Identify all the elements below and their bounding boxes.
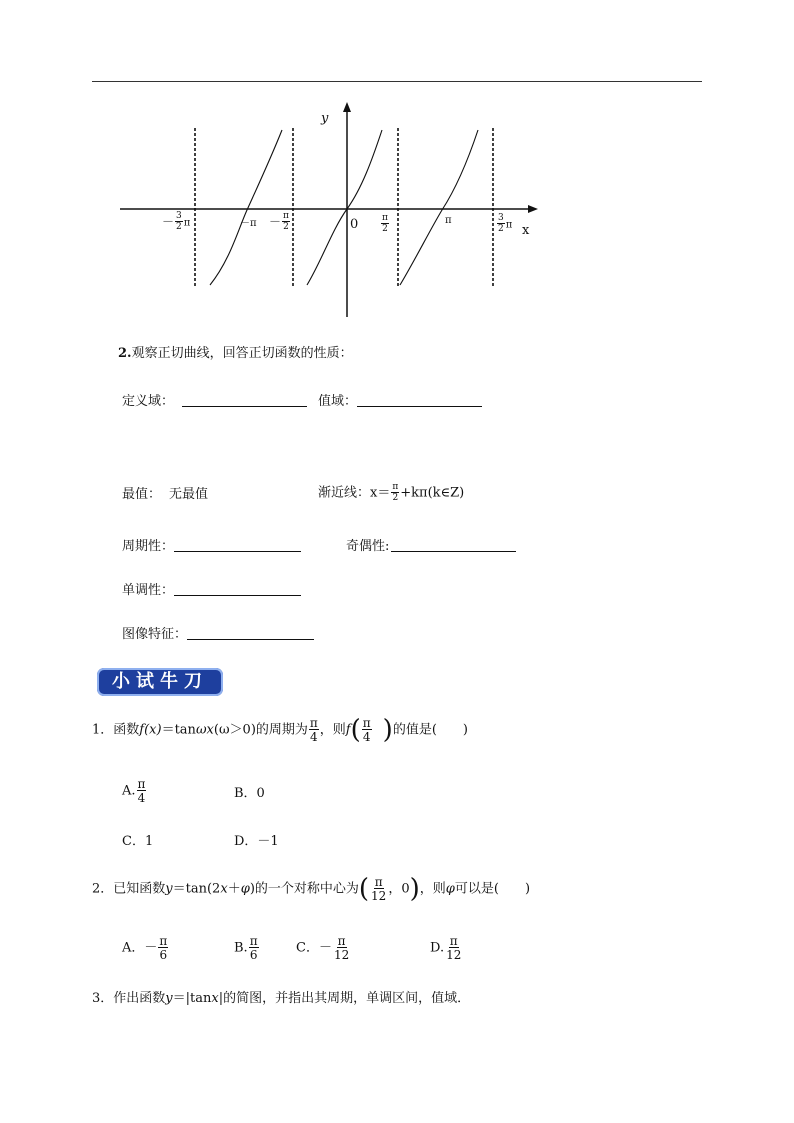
y-axis-label: y <box>321 111 329 126</box>
question-3: 3．作出函数y＝|tanx|的简图，并指出其周期，单调区间，值域． <box>92 991 471 1006</box>
x-axis-arrow <box>528 205 538 213</box>
period-blank[interactable] <box>174 538 301 552</box>
parity-row: 奇偶性: <box>346 538 516 553</box>
tan-branch-right <box>400 130 478 285</box>
q1-option-d[interactable]: D．－1 <box>234 834 279 849</box>
q2-option-b[interactable]: B. $\frac{\pi}{6}$ <box>234 934 258 962</box>
domain-row: 定义域： <box>122 393 307 408</box>
tan-branch-left <box>210 130 282 285</box>
range-blank[interactable] <box>357 393 482 407</box>
parity-blank[interactable] <box>391 538 516 552</box>
image-feature-row: 图像特征： <box>122 626 314 641</box>
tan-branch-center <box>307 130 382 285</box>
origin-label: 0 <box>350 217 359 232</box>
x-axis-label: x <box>522 223 530 238</box>
question-1: 1．函数f(x)＝tanωx(ω＞0)的周期为 $\frac{\pi}{4}$ ，则f( $\frac{\pi}{4}$ )的值是( ) <box>92 715 468 745</box>
extremum-row: 最值： 无最值 <box>122 487 209 502</box>
q2-option-d[interactable]: D. $\frac{\pi}{12}$ <box>430 934 462 962</box>
q1-option-b[interactable]: B．0 <box>234 786 265 801</box>
tick-three-half-pi: $\frac{3}{2}$ π <box>498 213 513 234</box>
tick-pos-half-pi: $\frac{\pi}{2}$ <box>382 213 388 234</box>
y-axis-arrow <box>343 102 351 112</box>
domain-blank[interactable] <box>182 393 307 407</box>
asymptote-row: 渐近线：x＝ $\frac{\pi}{2}$ +kπ(k∈Z) <box>318 482 465 503</box>
period-row: 周期性： <box>122 538 301 553</box>
tick-neg-half-pi: － $\frac{\pi}{2}$ <box>269 211 289 232</box>
monotonic-blank[interactable] <box>174 582 301 596</box>
section2-heading: 2.观察正切曲线，回答正切函数的性质： <box>118 346 353 361</box>
tick-neg-three-half-pi: － $\frac{3}{2}$ π <box>162 211 191 232</box>
tick-pi: π <box>445 215 452 226</box>
image-feature-blank[interactable] <box>187 626 314 640</box>
tick-neg-pi: －π <box>240 218 257 229</box>
question-2: 2．已知函数y＝tan(2x＋φ)的一个对称中心为( $\frac{\pi}{12}$ ，0)，则φ可以是( ) <box>92 874 531 904</box>
q2-option-c[interactable]: C．－ $\frac{\pi}{12}$ <box>296 934 350 962</box>
q1-option-c[interactable]: C．1 <box>122 834 154 849</box>
section-banner: 小试牛刀 <box>97 668 223 696</box>
monotonic-row: 单调性： <box>122 582 301 597</box>
header-rule <box>92 81 702 82</box>
q2-option-a[interactable]: A．－ $\frac{\pi}{6}$ <box>122 934 168 962</box>
q1-option-a[interactable]: A. $\frac{\pi}{4}$ <box>122 777 146 805</box>
range-row: 值域： <box>318 393 482 408</box>
